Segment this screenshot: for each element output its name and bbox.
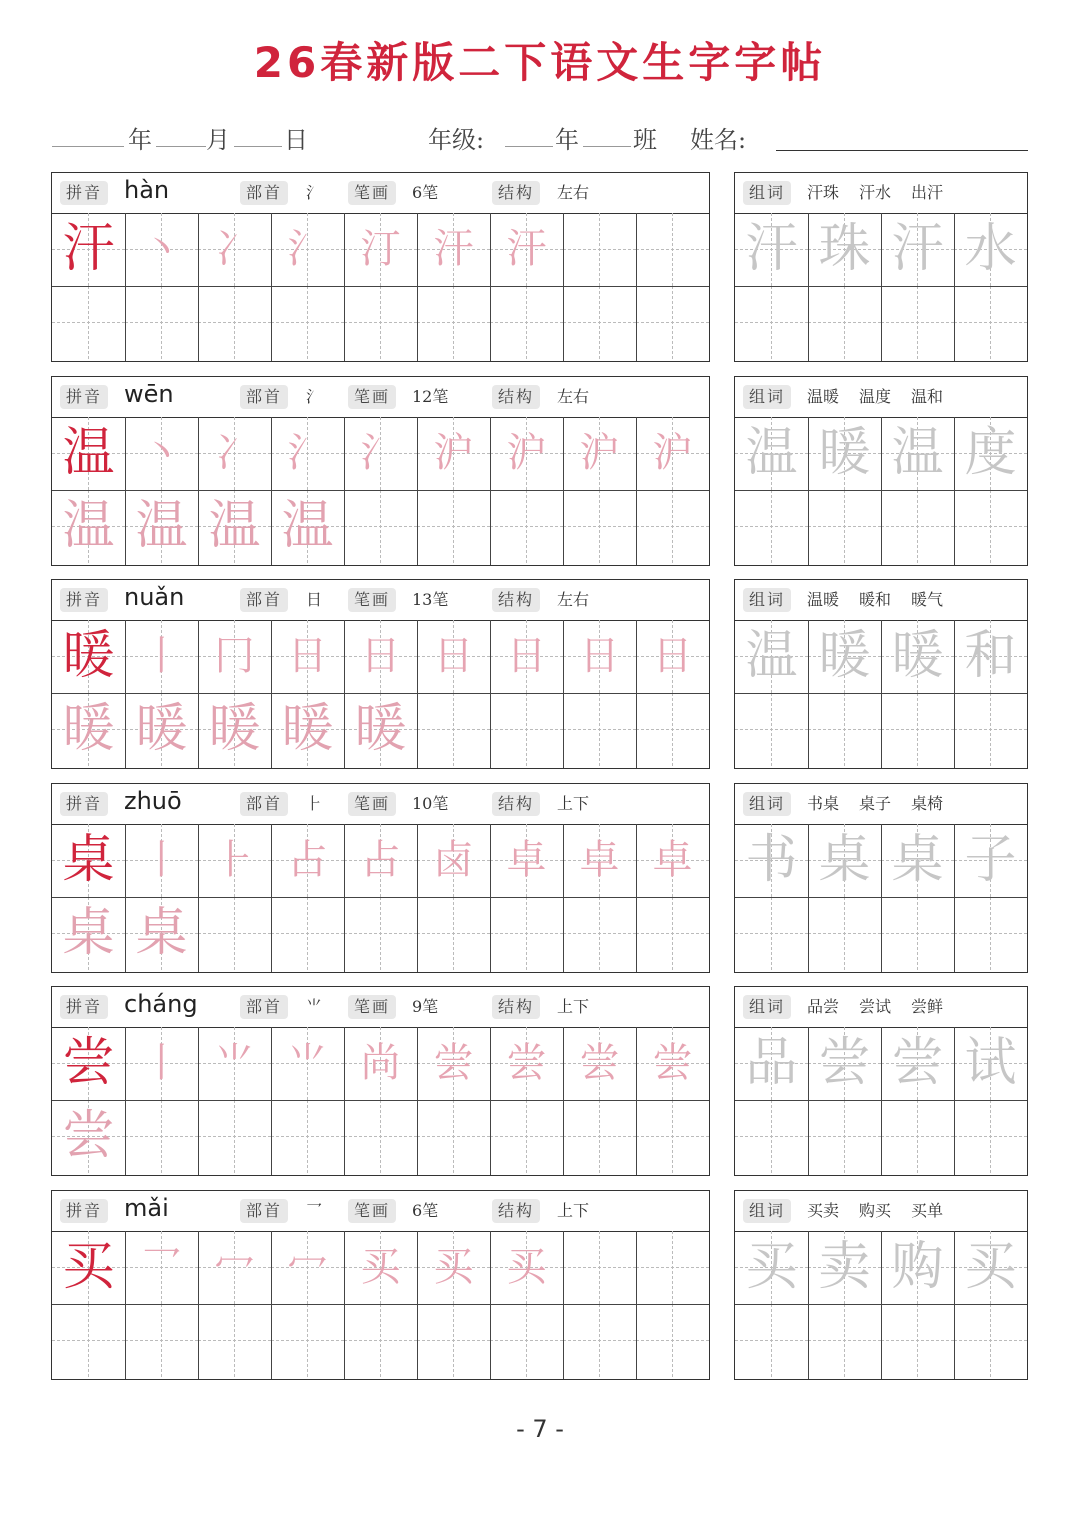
grid-line bbox=[735, 490, 1027, 491]
practice-cell[interactable] bbox=[636, 286, 709, 359]
grade-year-label: 年 bbox=[555, 126, 579, 154]
word-trace-char: 桌 bbox=[891, 830, 944, 890]
words-header bbox=[735, 580, 1027, 621]
word-cell[interactable] bbox=[881, 1304, 954, 1377]
trace-char: 温 bbox=[62, 496, 115, 556]
grid-line bbox=[563, 213, 564, 361]
word-item: 温和 bbox=[911, 387, 944, 406]
practice-cell[interactable] bbox=[563, 286, 636, 359]
practice-cell[interactable] bbox=[417, 286, 490, 359]
practice-cell[interactable] bbox=[344, 490, 417, 563]
practice-cell[interactable] bbox=[490, 897, 563, 970]
pinyin-tag: 拼音 bbox=[60, 1199, 108, 1223]
char-card bbox=[51, 986, 710, 1176]
words-card bbox=[734, 376, 1028, 566]
structure-tag: 结构 bbox=[492, 1199, 540, 1223]
stroke-step: 日 bbox=[433, 633, 474, 679]
radical-value: ⺊ bbox=[306, 794, 323, 813]
word-cell[interactable] bbox=[881, 490, 954, 563]
word-cell[interactable] bbox=[808, 490, 881, 563]
words-list bbox=[807, 586, 963, 614]
trace-char: 温 bbox=[208, 496, 261, 556]
word-cell[interactable] bbox=[881, 897, 954, 970]
pinyin-value: zhuō bbox=[124, 787, 182, 815]
strokes-tag: 笔画 bbox=[348, 995, 396, 1019]
stroke-step: ⺌ bbox=[214, 1040, 255, 1086]
words-tag: 组词 bbox=[743, 995, 791, 1019]
practice-cell[interactable] bbox=[563, 1100, 636, 1173]
strokes-tag: 笔画 bbox=[348, 181, 396, 205]
grid-line bbox=[636, 213, 637, 361]
word-trace-char: 水 bbox=[964, 219, 1017, 279]
month-blank[interactable] bbox=[156, 146, 206, 147]
model-char: 尝 bbox=[62, 1033, 115, 1093]
month-label: 月 bbox=[206, 126, 230, 154]
grid-line bbox=[735, 1100, 1027, 1101]
stroke-step: 沪 bbox=[506, 430, 547, 476]
practice-cell[interactable] bbox=[271, 1100, 344, 1173]
page-title: 26春新版二下语文生字字帖 bbox=[253, 38, 827, 87]
stroke-step: 氵 bbox=[360, 430, 401, 476]
year-blank[interactable] bbox=[52, 146, 124, 147]
practice-cell[interactable] bbox=[198, 1304, 271, 1377]
char-card bbox=[51, 1190, 710, 1380]
radical-tag: 部首 bbox=[240, 1199, 288, 1223]
words-card bbox=[734, 783, 1028, 973]
strokes-tag: 笔画 bbox=[348, 588, 396, 612]
word-item: 购买 bbox=[859, 1201, 892, 1220]
pinyin-tag: 拼音 bbox=[60, 792, 108, 816]
practice-cell[interactable] bbox=[198, 897, 271, 970]
word-cell[interactable] bbox=[808, 1100, 881, 1173]
stroke-step: 冖 bbox=[214, 1244, 255, 1290]
stroke-step: 占 bbox=[287, 837, 328, 883]
radical-value: 氵 bbox=[306, 183, 323, 202]
stroke-step: 沪 bbox=[579, 430, 620, 476]
grade-label: 年级: bbox=[428, 126, 485, 154]
radical-tag: 部首 bbox=[240, 792, 288, 816]
word-cell[interactable] bbox=[735, 897, 808, 970]
word-trace-char: 度 bbox=[964, 423, 1017, 483]
word-item: 出汗 bbox=[911, 183, 944, 202]
model-char: 汗 bbox=[62, 219, 115, 279]
stroke-step: 尝 bbox=[652, 1040, 693, 1086]
stroke-step: 卓 bbox=[506, 837, 547, 883]
practice-cell[interactable] bbox=[344, 1100, 417, 1173]
stroke-step: 氵 bbox=[287, 226, 328, 272]
word-item: 温度 bbox=[859, 387, 892, 406]
year-label: 年 bbox=[128, 126, 152, 154]
word-item: 暖气 bbox=[911, 590, 944, 609]
stroke-step: 丨 bbox=[141, 633, 182, 679]
practice-cell[interactable] bbox=[125, 286, 198, 359]
stroke-step: 沪 bbox=[433, 430, 474, 476]
practice-cell[interactable] bbox=[636, 490, 709, 563]
word-trace-char: 试 bbox=[964, 1033, 1017, 1093]
structure-value: 上下 bbox=[557, 794, 590, 813]
radical-tag: 部首 bbox=[240, 588, 288, 612]
stroke-step: 日 bbox=[506, 633, 547, 679]
word-item: 汗水 bbox=[859, 183, 892, 202]
strokes-value: 6笔 bbox=[412, 183, 439, 202]
stroke-step: 冫 bbox=[214, 226, 255, 272]
stroke-step: 买 bbox=[433, 1244, 474, 1290]
practice-cell[interactable] bbox=[271, 286, 344, 359]
grid-line bbox=[735, 897, 1027, 898]
practice-cell[interactable] bbox=[271, 1304, 344, 1377]
day-blank[interactable] bbox=[234, 146, 282, 147]
stroke-step: 丶 bbox=[141, 226, 182, 272]
word-item: 温暖 bbox=[807, 387, 840, 406]
practice-cell[interactable] bbox=[271, 897, 344, 970]
pinyin-tag: 拼音 bbox=[60, 588, 108, 612]
strokes-value: 9笔 bbox=[412, 997, 439, 1016]
words-list bbox=[807, 993, 963, 1021]
radical-value: 氵 bbox=[306, 387, 323, 406]
trace-char: 桌 bbox=[135, 903, 188, 963]
pinyin-value: hàn bbox=[124, 176, 170, 204]
radical-value: ⺌ bbox=[306, 997, 323, 1016]
structure-tag: 结构 bbox=[492, 181, 540, 205]
word-cell[interactable] bbox=[808, 1304, 881, 1377]
practice-cell[interactable] bbox=[490, 1100, 563, 1173]
day-label: 日 bbox=[284, 126, 308, 154]
word-cell[interactable] bbox=[954, 490, 1027, 563]
words-list bbox=[807, 1197, 963, 1225]
word-trace-char: 买 bbox=[964, 1237, 1017, 1297]
word-item: 暖和 bbox=[859, 590, 892, 609]
word-item: 品尝 bbox=[807, 997, 840, 1016]
words-card bbox=[734, 986, 1028, 1176]
word-cell[interactable] bbox=[954, 897, 1027, 970]
word-trace-char: 品 bbox=[745, 1033, 798, 1093]
name-blank[interactable] bbox=[776, 150, 1028, 151]
stroke-step: 丶 bbox=[141, 430, 182, 476]
word-trace-char: 汗 bbox=[891, 219, 944, 279]
strokes-value: 10笔 bbox=[412, 794, 449, 813]
stroke-step: 日 bbox=[287, 633, 328, 679]
strokes-tag: 笔画 bbox=[348, 792, 396, 816]
word-trace-char: 珠 bbox=[818, 219, 871, 279]
practice-cell[interactable] bbox=[417, 693, 490, 766]
practice-cell[interactable] bbox=[563, 490, 636, 563]
practice-cell[interactable] bbox=[636, 693, 709, 766]
model-char: 温 bbox=[62, 423, 115, 483]
word-trace-char: 温 bbox=[745, 626, 798, 686]
word-trace-char: 卖 bbox=[818, 1237, 871, 1297]
strokes-tag: 笔画 bbox=[348, 1199, 396, 1223]
radical-value: 日 bbox=[306, 590, 323, 609]
card-header bbox=[52, 580, 709, 621]
word-item: 汗珠 bbox=[807, 183, 840, 202]
practice-cell[interactable] bbox=[125, 1304, 198, 1377]
structure-tag: 结构 bbox=[492, 995, 540, 1019]
model-char: 买 bbox=[62, 1237, 115, 1297]
word-item: 买单 bbox=[911, 1201, 944, 1220]
practice-cell[interactable] bbox=[563, 1231, 636, 1304]
practice-cell[interactable] bbox=[563, 693, 636, 766]
words-card bbox=[734, 579, 1028, 769]
practice-cell[interactable] bbox=[344, 1304, 417, 1377]
name-label: 姓名: bbox=[690, 126, 747, 154]
stroke-step: 卓 bbox=[652, 837, 693, 883]
stroke-step: 汗 bbox=[433, 226, 474, 272]
word-trace-char: 买 bbox=[745, 1237, 798, 1297]
word-trace-char: 桌 bbox=[818, 830, 871, 890]
words-tag: 组词 bbox=[743, 588, 791, 612]
grid-line bbox=[735, 286, 1027, 287]
grid-line bbox=[735, 1304, 1027, 1305]
words-tag: 组词 bbox=[743, 1199, 791, 1223]
words-card bbox=[734, 172, 1028, 362]
word-cell[interactable] bbox=[808, 693, 881, 766]
word-trace-char: 书 bbox=[745, 830, 798, 890]
stroke-step: 卤 bbox=[433, 837, 474, 883]
words-header bbox=[735, 173, 1027, 214]
trace-char: 暖 bbox=[354, 699, 407, 759]
stroke-step: 尚 bbox=[360, 1040, 401, 1086]
words-header bbox=[735, 377, 1027, 418]
stroke-step: 氵 bbox=[287, 430, 328, 476]
stroke-step: 日 bbox=[360, 633, 401, 679]
card-header bbox=[52, 377, 709, 418]
grid-line bbox=[52, 1100, 709, 1101]
grid-line bbox=[636, 1231, 637, 1379]
word-item: 书桌 bbox=[807, 794, 840, 813]
class-label: 班 bbox=[633, 126, 657, 154]
word-trace-char: 暖 bbox=[891, 626, 944, 686]
word-cell[interactable] bbox=[735, 1100, 808, 1173]
word-cell[interactable] bbox=[954, 286, 1027, 359]
pinyin-tag: 拼音 bbox=[60, 995, 108, 1019]
word-trace-char: 暖 bbox=[818, 423, 871, 483]
strokes-value: 13笔 bbox=[412, 590, 449, 609]
word-item: 桌椅 bbox=[911, 794, 944, 813]
grade-blank[interactable] bbox=[505, 146, 553, 147]
structure-tag: 结构 bbox=[492, 588, 540, 612]
pinyin-value: cháng bbox=[124, 990, 198, 1018]
stroke-step: 汀 bbox=[360, 226, 401, 272]
practice-cell[interactable] bbox=[563, 897, 636, 970]
page-number: - 7 - bbox=[516, 1415, 564, 1443]
word-trace-char: 尝 bbox=[818, 1033, 871, 1093]
radical-tag: 部首 bbox=[240, 995, 288, 1019]
word-cell[interactable] bbox=[808, 286, 881, 359]
practice-cell[interactable] bbox=[563, 1304, 636, 1377]
structure-value: 上下 bbox=[557, 1201, 590, 1220]
word-trace-char: 和 bbox=[964, 626, 1017, 686]
stroke-step: 沪 bbox=[652, 430, 693, 476]
radical-tag: 部首 bbox=[240, 385, 288, 409]
stroke-step: 乛 bbox=[141, 1244, 182, 1290]
word-cell[interactable] bbox=[954, 1304, 1027, 1377]
structure-value: 上下 bbox=[557, 997, 590, 1016]
structure-value: 左右 bbox=[557, 387, 590, 406]
strokes-value: 12笔 bbox=[412, 387, 449, 406]
stroke-step: 冫 bbox=[214, 430, 255, 476]
pinyin-tag: 拼音 bbox=[60, 385, 108, 409]
trace-char: 暖 bbox=[62, 699, 115, 759]
word-trace-char: 购 bbox=[891, 1237, 944, 1297]
char-card bbox=[51, 172, 710, 362]
grid-line bbox=[52, 286, 709, 287]
char-card bbox=[51, 376, 710, 566]
word-cell[interactable] bbox=[735, 1304, 808, 1377]
card-header bbox=[52, 173, 709, 214]
words-header bbox=[735, 1191, 1027, 1232]
stroke-step: ⺌ bbox=[287, 1040, 328, 1086]
practice-cell[interactable] bbox=[417, 897, 490, 970]
word-trace-char: 子 bbox=[964, 830, 1017, 890]
practice-cell[interactable] bbox=[52, 1304, 125, 1377]
grid-line bbox=[563, 1231, 564, 1379]
char-card bbox=[51, 783, 710, 973]
stroke-step: 尝 bbox=[433, 1040, 474, 1086]
trace-char: 温 bbox=[135, 496, 188, 556]
word-cell[interactable] bbox=[881, 286, 954, 359]
pinyin-tag: 拼音 bbox=[60, 181, 108, 205]
word-item: 温暖 bbox=[807, 590, 840, 609]
structure-tag: 结构 bbox=[492, 385, 540, 409]
word-cell[interactable] bbox=[735, 286, 808, 359]
radical-tag: 部首 bbox=[240, 181, 288, 205]
words-tag: 组词 bbox=[743, 385, 791, 409]
practice-cell[interactable] bbox=[636, 1231, 709, 1304]
word-cell[interactable] bbox=[881, 1100, 954, 1173]
stroke-step: 日 bbox=[579, 633, 620, 679]
stroke-step: 冖 bbox=[287, 1244, 328, 1290]
words-list bbox=[807, 383, 963, 411]
word-item: 桌子 bbox=[859, 794, 892, 813]
trace-char: 暖 bbox=[281, 699, 334, 759]
stroke-step: ⺊ bbox=[214, 837, 255, 883]
practice-cell[interactable] bbox=[636, 1100, 709, 1173]
stroke-step: 卓 bbox=[579, 837, 620, 883]
words-list bbox=[807, 790, 963, 818]
stroke-step: 冂 bbox=[214, 633, 255, 679]
word-cell[interactable] bbox=[881, 693, 954, 766]
pinyin-value: wēn bbox=[124, 380, 174, 408]
trace-char: 暖 bbox=[135, 699, 188, 759]
word-cell[interactable] bbox=[954, 693, 1027, 766]
word-cell[interactable] bbox=[735, 490, 808, 563]
radical-value: 乛 bbox=[306, 1201, 323, 1220]
model-char: 暖 bbox=[62, 626, 115, 686]
strokes-value: 6笔 bbox=[412, 1201, 439, 1220]
practice-cell[interactable] bbox=[417, 1100, 490, 1173]
class-blank[interactable] bbox=[583, 146, 631, 147]
word-item: 尝试 bbox=[859, 997, 892, 1016]
stroke-step: 丨 bbox=[141, 1040, 182, 1086]
practice-cell[interactable] bbox=[417, 490, 490, 563]
strokes-tag: 笔画 bbox=[348, 385, 396, 409]
structure-value: 左右 bbox=[557, 590, 590, 609]
stroke-step: 买 bbox=[506, 1244, 547, 1290]
stroke-step: 汗 bbox=[506, 226, 547, 272]
practice-cell[interactable] bbox=[344, 286, 417, 359]
words-tag: 组词 bbox=[743, 792, 791, 816]
trace-char: 温 bbox=[281, 496, 334, 556]
practice-cell[interactable] bbox=[198, 286, 271, 359]
words-list bbox=[807, 179, 963, 207]
practice-cell[interactable] bbox=[636, 1304, 709, 1377]
trace-char: 尝 bbox=[62, 1106, 115, 1166]
char-card bbox=[51, 579, 710, 769]
trace-char: 桌 bbox=[62, 903, 115, 963]
words-card bbox=[734, 1190, 1028, 1380]
word-trace-char: 温 bbox=[891, 423, 944, 483]
stroke-step: 日 bbox=[652, 633, 693, 679]
word-item: 买卖 bbox=[807, 1201, 840, 1220]
words-tag: 组词 bbox=[743, 181, 791, 205]
practice-cell[interactable] bbox=[125, 1100, 198, 1173]
practice-cell[interactable] bbox=[52, 286, 125, 359]
practice-cell[interactable] bbox=[636, 213, 709, 286]
pinyin-value: nuǎn bbox=[124, 583, 185, 611]
practice-cell[interactable] bbox=[417, 1304, 490, 1377]
practice-cell[interactable] bbox=[490, 286, 563, 359]
card-header bbox=[52, 784, 709, 825]
practice-cell[interactable] bbox=[344, 897, 417, 970]
structure-value: 左右 bbox=[557, 183, 590, 202]
stroke-step: 尝 bbox=[579, 1040, 620, 1086]
words-header bbox=[735, 987, 1027, 1028]
word-trace-char: 汗 bbox=[745, 219, 798, 279]
practice-cell[interactable] bbox=[490, 693, 563, 766]
stroke-step: 丨 bbox=[141, 837, 182, 883]
structure-tag: 结构 bbox=[492, 792, 540, 816]
word-trace-char: 温 bbox=[745, 423, 798, 483]
grid-line bbox=[735, 693, 1027, 694]
word-item: 尝鲜 bbox=[911, 997, 944, 1016]
word-trace-char: 暖 bbox=[818, 626, 871, 686]
words-header bbox=[735, 784, 1027, 825]
practice-cell[interactable] bbox=[490, 490, 563, 563]
model-char: 桌 bbox=[62, 830, 115, 890]
practice-cell[interactable] bbox=[198, 1100, 271, 1173]
trace-char: 暖 bbox=[208, 699, 261, 759]
word-trace-char: 尝 bbox=[891, 1033, 944, 1093]
practice-cell[interactable] bbox=[490, 1304, 563, 1377]
practice-cell[interactable] bbox=[563, 213, 636, 286]
grid-line bbox=[52, 1304, 709, 1305]
word-cell[interactable] bbox=[735, 693, 808, 766]
pinyin-value: mǎi bbox=[124, 1194, 169, 1222]
stroke-step: 买 bbox=[360, 1244, 401, 1290]
card-header bbox=[52, 987, 709, 1028]
stroke-step: 占 bbox=[360, 837, 401, 883]
word-cell[interactable] bbox=[808, 897, 881, 970]
word-cell[interactable] bbox=[954, 1100, 1027, 1173]
practice-cell[interactable] bbox=[636, 897, 709, 970]
card-header bbox=[52, 1191, 709, 1232]
stroke-step: 尝 bbox=[506, 1040, 547, 1086]
